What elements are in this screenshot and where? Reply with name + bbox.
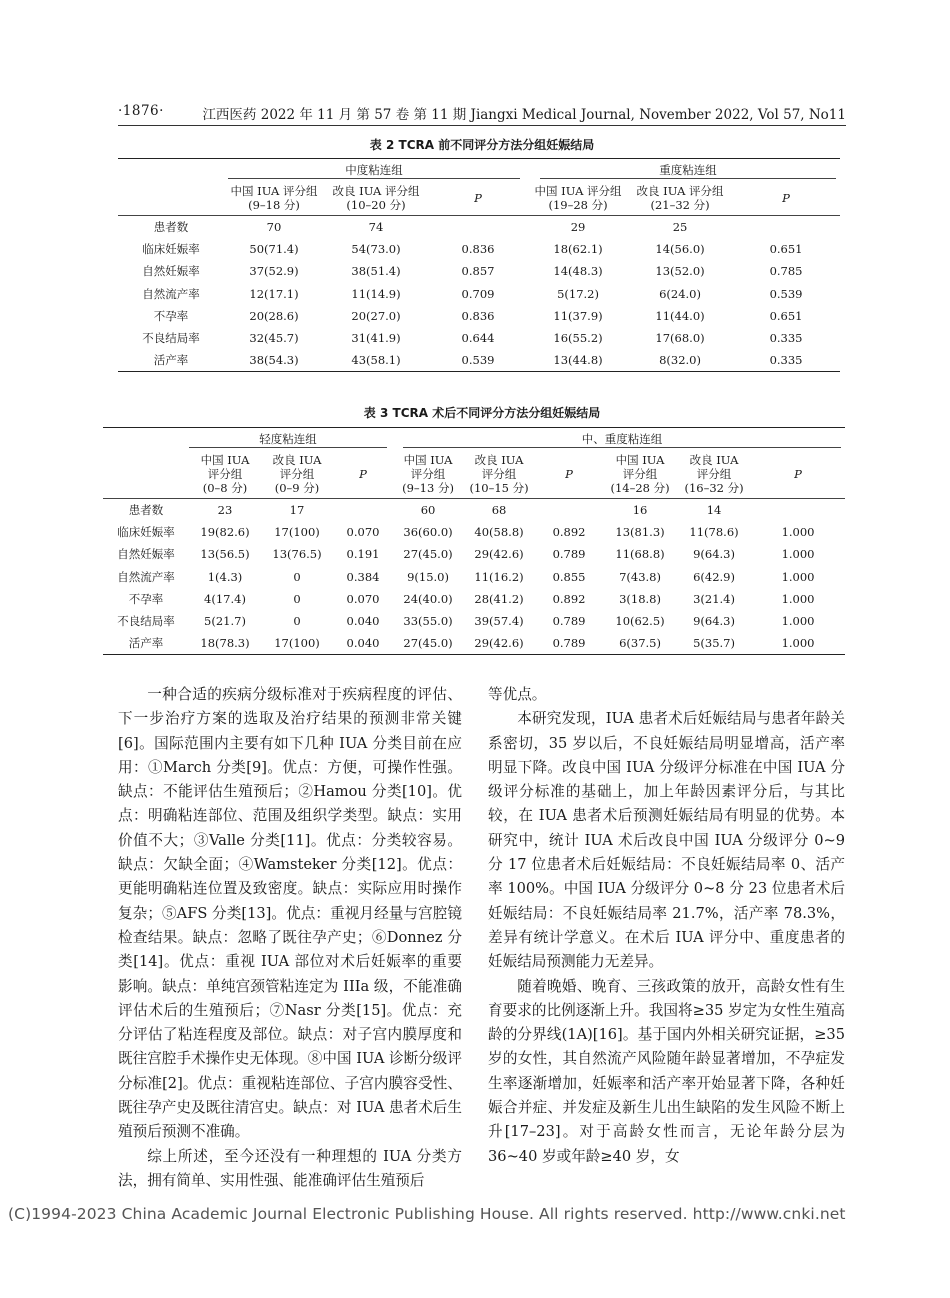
column-header: 改良 IUA 评分组 (10–20 分) [324,181,428,216]
table-cell: 6(42.9) [693,569,735,584]
table-cell: 27(45.0) [403,547,453,562]
row-label: 不孕率 [153,308,189,323]
row-label: 不良结局率 [117,614,175,629]
table-cell: 1.000 [781,547,815,562]
table-cell: 0.857 [461,264,495,279]
table2-group-moderate: 中度粘连组 [228,162,520,179]
table-row [118,305,840,327]
table-cell: 0.070 [346,525,380,540]
table-cell [333,499,393,522]
table-cell: 6(24.0) [659,286,701,301]
table-cell: 20(28.6) [249,308,299,323]
column-header: P [732,181,840,216]
table-cell: 11(16.2) [474,569,524,584]
table-cell: 8(32.0) [628,349,732,372]
paragraph: 等优点。 [488,686,547,703]
table3-group-moderate-severe: 中、重度粘连组 [403,431,841,448]
table-cell: 37(52.9) [249,264,299,279]
table-cell: 0.191 [346,547,380,562]
table-cell: 1.000 [781,614,815,629]
stub-header [103,450,189,499]
table-cell: 9(15.0) [407,569,449,584]
table-cell: 1.000 [751,632,845,655]
table-cell: 11(37.9) [553,308,603,323]
table-row [103,543,845,565]
table-cell: 0.539 [428,349,528,372]
table-cell: 11(44.0) [655,308,705,323]
table-cell: 14 [706,503,722,518]
table-cell: 0.855 [552,569,586,584]
table-row [118,283,840,305]
table-row [118,260,840,282]
table-cell: 0.785 [769,264,803,279]
left-column [118,683,462,1193]
table-cell: 13(56.5) [200,547,250,562]
table-cell: 20(27.0) [351,308,401,323]
table-cell: 17(100) [274,525,320,540]
table-cell: 3(18.8) [619,591,661,606]
table-cell: 5(17.2) [557,286,599,301]
table-cell: 10(62.5) [615,614,665,629]
table-cell: 29(42.6) [474,547,524,562]
table-cell: 0.384 [346,569,380,584]
row-label: 临床妊娠率 [117,525,175,540]
row-label: 活产率 [103,632,189,655]
table-cell: 36(60.0) [403,525,453,540]
table-cell: 11(68.8) [615,547,665,562]
table-row [103,610,845,632]
table3-group-mild: 轻度粘连组 [189,431,387,448]
table-cell: 0.836 [461,242,495,257]
table-cell: 9(64.3) [693,547,735,562]
table-cell: 23 [217,503,233,518]
table-row [118,238,840,260]
column-header: 中国 IUA 评分组 (0–8 分) [189,450,261,499]
table-cell: 0.335 [732,349,840,372]
column-header: P [535,450,603,499]
table3 [103,427,845,655]
table-cell [535,499,603,522]
table-cell: 0 [293,591,301,606]
table-cell: 31(41.9) [351,331,401,346]
copyright-footer: (C)1994-2023 China Academic Journal Electronic Publishing House. All rights reserved. http://www.cnki.net [8,1205,846,1223]
table-row [103,588,845,610]
paragraph: 一种合适的疾病分级标准对于疾病程度的评估、下一步治疗方案的选取及治疗结果的预测非常关键[6]。国际范围内主要有如下几种 IUA 分类目前在应用：①March 分类[9]。优点：方便，可操作性强。缺点：不能评估生殖预后；②Hamou 分类[10]。优点：明确粘连部位、范围及组织学类型。缺点：实用价值不大；③Valle 分类[11]。优点：分类较容易。缺点：欠缺全面；④Wamsteker 分类[12]。优点：更能明确粘连位置及致密度。缺点：实际应用时操作复杂；⑤AFS 分类[13]。优点：重视月经量与宫腔镜检查结果。缺点：忽略了既往孕产史；⑥Donnez 分类[14]。优点：重视 IUA 部位对术后妊娠率的重要影响。缺点：单纯宫颈管粘连定为 IIIa 级，不能准确评估术后的生殖预后；⑦Nasr 分类[15]。优点：充分评估了粘连程度及部位。缺点：对子宫内膜厚度和既往宫腔手术操作史无体现。⑧中国 IUA 诊断分级评分标准[2]。优点：重视粘连部位、子宫内膜容受性、既往孕产史及既往清宫史。缺点：对 IUA 患者术后生殖预后预测不准确。 [118,686,462,1141]
table-cell: 0.040 [333,632,393,655]
table-cell: 0.892 [552,525,586,540]
row-label: 患者数 [153,220,189,235]
table-cell: 43(58.1) [324,349,428,372]
row-label: 自然流产率 [142,286,200,301]
table-cell: 7(43.8) [619,569,661,584]
table-cell [428,216,528,239]
column-header: 改良 IUA 评分组 (21–32 分) [628,181,732,216]
table-cell: 0.644 [461,331,495,346]
table-cell: 5(21.7) [204,614,246,629]
table-cell: 33(55.0) [403,614,453,629]
row-label: 临床妊娠率 [142,242,200,257]
right-column [488,683,845,1169]
table2 [118,158,840,372]
table-cell: 0.651 [769,308,803,323]
table-cell: 3(21.4) [693,591,735,606]
table-cell: 12(17.1) [249,286,299,301]
column-header: P [333,450,393,499]
paragraph: 本研究发现，IUA 患者术后妊娠结局与患者年龄关系密切，35 岁以后，不良妊娠结局明显增高，活产率明显下降。改良中国 IUA 分级评分标准在中国 IUA 分级评分标准的基础上，加上年龄因素评分后，与其比较，在 IUA 患者术后预测妊娠结局有明显的优势。本研究中，统计 IUA 术后改良中国 IUA 分级评分 0~9 分 17 位患者术后妊娠结局：不良妊娠结局率 0、活产率 100%。中国 IUA 分级评分 0~8 分 23 位患者术后妊娠结局：不良妊娠结局率 21.7%，活产率 78.3%，差异有统计学意义。在术后 IUA 评分中、重度患者的妊娠结局预测能力无差异。 [488,710,845,971]
table-cell: 38(54.3) [224,349,324,372]
table-cell: 0 [293,614,301,629]
row-label: 自然妊娠率 [117,547,175,562]
table-cell: 14(48.3) [553,264,603,279]
table2-group-severe: 重度粘连组 [540,162,836,179]
table-cell: 9(64.3) [693,614,735,629]
table-cell: 0.892 [552,591,586,606]
row-label: 自然流产率 [117,569,175,584]
table-cell: 0.651 [769,242,803,257]
table-row [118,349,840,372]
table3-caption: 表 3 TCRA 术后不同评分方法分组妊娠结局 [363,406,601,420]
column-header: 中国 IUA 评分组 (9–18 分) [224,181,324,216]
table-cell: 17 [289,503,305,518]
table-cell: 16(55.2) [553,331,603,346]
table-cell: 29(42.6) [463,632,535,655]
table-cell: 1(4.3) [207,569,243,584]
table-cell: 14(56.0) [655,242,705,257]
table-cell: 13(44.8) [528,349,628,372]
table-cell: 1.000 [781,569,815,584]
column-header: 改良 IUA 评分组 (16–32 分) [677,450,751,499]
paragraph: 综上所述，至今还没有一种理想的 IUA 分类方法，拥有简单、实用性强、能准确评估生殖预后 [118,1147,462,1189]
table-cell: 11(78.6) [689,525,739,540]
table-cell: 13(81.3) [615,525,665,540]
table-cell: 27(45.0) [393,632,463,655]
column-header: 中国 IUA 评分组 (14–28 分) [603,450,677,499]
table-cell: 0.709 [461,286,495,301]
table-cell: 0.040 [346,614,380,629]
table-cell: 18(78.3) [189,632,261,655]
table-cell: 17(68.0) [655,331,705,346]
table-cell: 0.789 [535,632,603,655]
table-cell: 60 [420,503,436,518]
table-cell: 39(57.4) [474,614,524,629]
paragraph: 随着晚婚、晚育、三孩政策的放开，高龄女性有生育要求的比例逐渐上升。我国将≥35 岁定为女性生殖高龄的分界线(1A)[16]。基于国内外相关研究证据，≥35 岁的女性，其自然流产风险随年龄显著增加，不孕症发生率逐渐增加，妊娠率和活产率开始显著下降，各种妊娠合并症、并发症及新生儿出生缺陷的发生风险不断上升[17–23]。对于高龄女性而言，无论年龄分层为 36~40 岁或年龄≥40 岁，女 [488,977,845,1165]
table-cell: 0 [293,569,301,584]
table-row [118,327,840,349]
table-cell: 24(40.0) [403,591,453,606]
table-cell: 25 [672,220,688,235]
table2-caption: 表 2 TCRA 前不同评分方法分组妊娠结局 [369,138,595,152]
table-cell: 70 [266,220,282,235]
page-number: ·1876· [118,103,164,119]
table-row [118,216,840,239]
table-cell: 18(62.1) [553,242,603,257]
table-cell: 0.789 [552,547,586,562]
stub-header [118,181,224,216]
table-cell: 19(82.6) [200,525,250,540]
table-cell [732,216,840,239]
table-cell: 0.789 [552,614,586,629]
table-row [103,499,845,522]
table-cell: 6(37.5) [603,632,677,655]
row-label: 自然妊娠率 [142,264,200,279]
table-cell: 32(45.7) [249,331,299,346]
row-label: 患者数 [128,503,164,518]
table-cell: 4(17.4) [204,591,246,606]
table-cell: 0.070 [346,591,380,606]
table-cell: 0.335 [769,331,803,346]
column-header: 改良 IUA 评分组 (10–15 分) [463,450,535,499]
table-cell: 28(41.2) [474,591,524,606]
table-cell: 1.000 [781,591,815,606]
column-header: 改良 IUA 评分组 (0–9 分) [261,450,333,499]
column-header: 中国 IUA 评分组 (19–28 分) [528,181,628,216]
table-cell: 40(58.8) [474,525,524,540]
row-label: 不孕率 [128,591,164,606]
table-cell: 16 [632,503,648,518]
column-header: P [428,181,528,216]
table-row [103,521,845,543]
table-row [103,566,845,588]
table-cell: 38(51.4) [351,264,401,279]
row-label: 不良结局率 [142,331,200,346]
table-cell: 13(52.0) [655,264,705,279]
table-cell: 0.539 [769,286,803,301]
table-cell: 50(71.4) [249,242,299,257]
table-cell: 1.000 [781,525,815,540]
table-cell [751,499,845,522]
table-cell: 11(14.9) [351,286,401,301]
table-cell: 13(76.5) [272,547,322,562]
table-cell: 54(73.0) [351,242,401,257]
journal-info: 江西医药 2022 年 11 月 第 57 卷 第 11 期 Jiangxi Medical Journal, November 2022, Vol 57, No11 [202,107,846,123]
table-cell: 17(100) [261,632,333,655]
table-cell: 29 [570,220,586,235]
table-cell: 68 [491,503,507,518]
table-cell: 74 [368,220,384,235]
row-label: 活产率 [118,349,224,372]
table-row [103,632,845,655]
running-header [118,103,846,126]
column-header: 中国 IUA 评分组 (9–13 分) [393,450,463,499]
table-cell: 0.836 [461,308,495,323]
table-cell: 5(35.7) [677,632,751,655]
column-header: P [751,450,845,499]
